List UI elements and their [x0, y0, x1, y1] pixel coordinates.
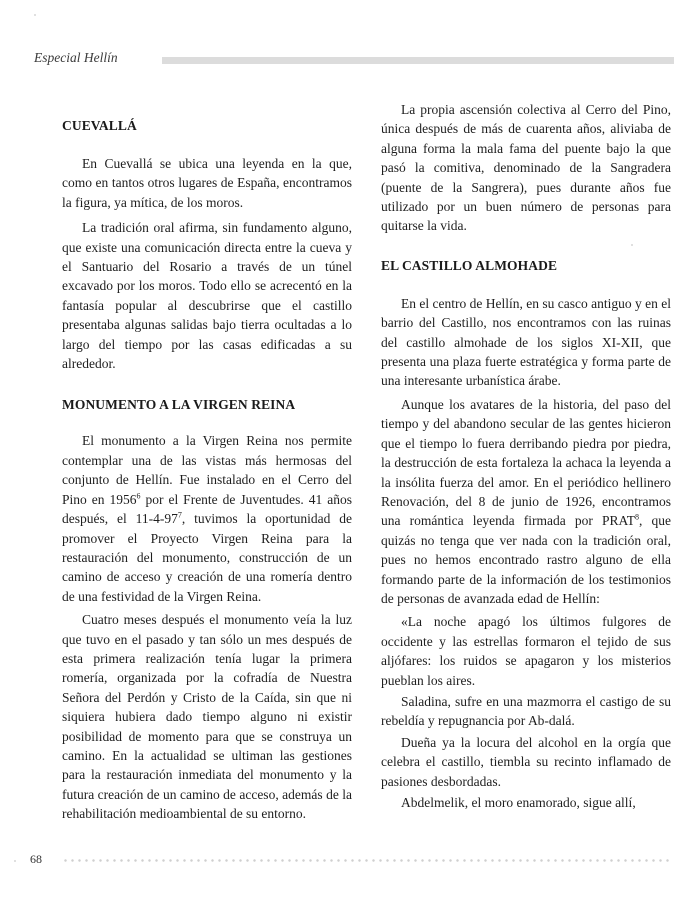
- paragraph: La tradición oral afirma, sin fundamento alguno, que existe una comunicación directa entre la cueva y el Santuario del Rosario a través de un túnel excavado por los moros. Todo ello se acrecentó en la fantasía popular al descubrirse que el castillo presentaba algunas salidas bajo tierra ocultadas a lo largo del tiempo por las casas edificadas a su alrededor.: [62, 220, 352, 372]
- paragraph: El monumento a la Virgen Reina nos permite contemplar una de las vistas más hermosas del conjunto de Hellín. Fue instalado en el Cerro del Pino en 1956$^6$ por el Frente de Juventudes. 41 años después, el $11-4-97^7$, tuvimos la oportunidad de promover el Proyecto Virgen Reina para la restauración del monumento, construcción de un camino de acceso y creación de una romería dentro de una festividad de la Virgen Reina.: [62, 433, 353, 604]
- section-heading-castillo: EL CASTILLO ALMOHADE: [381, 257, 558, 273]
- footer-dotted-rule: [62, 859, 670, 862]
- footnote-marker: 7: [177, 510, 182, 520]
- paragraph: Dueña ya la locura del alcohol en la orgía que celebra el castillo, tiembla su recinto inflamado de pasiones desbordadas.: [381, 734, 671, 789]
- scan-speck: [34, 14, 36, 16]
- page-footer: [30, 852, 670, 868]
- paragraph: La propia ascensión colectiva al Cerro del Pino, única después de más de cuarenta años, aliviaba de alguna forma la mala fama del puente bajo la que pasó la comitiva, denominado de la Sangradera (puente de la Sangrera), pues durante años fue utilizado por un buen número de personas para quitarse la vida.: [381, 102, 671, 234]
- paragraph: Saladina, sufre en una mazmorra el castigo de su rebeldía y repugnancia por Ab-dalá.: [381, 693, 671, 729]
- paragraph: Abdelmelik, el moro enamorado, sigue allí,: [401, 795, 636, 810]
- left-column: [62, 100, 352, 824]
- footnote-marker: 8: [635, 512, 639, 522]
- scan-speck: [14, 860, 16, 862]
- paragraph: En el centro de Hellín, en su casco antiguo y en el barrio del Castillo, nos encontramos con las ruinas del castillo almohade de los siglos XI-XII, que presenta una plaza fuerte estratégica y forma parte de una interesante urbanística árabe.: [381, 295, 671, 389]
- paragraph: «La noche apagó los últimos fulgores de occidente y las estrellas formaron el tejido de sus aljófares: los ruidos se apagaron y los misterios pueblan los aires.: [381, 614, 671, 688]
- footnote-marker: 6: [136, 491, 141, 501]
- scan-speck: [631, 244, 633, 246]
- running-header: [34, 44, 674, 74]
- paragraph: Cuatro meses después el monumento veía la luz que tuvo en el pasado y tan sólo un mes después de esta primera realización tenía lugar la primera romería, organizada por la cofradía de Nuestra Señora del Perdón y Cristo de la Caída, sin que ni siquiera hubiera dado tiempo alguno ni existir posibilidad de momento para que se construya un camino. En la actualidad se ultiman las gestiones para la restauración inmediata del monumento y la futura creación de un camino de acceso, además de la rehabilitación medioambiental de su entorno.: [62, 612, 352, 822]
- paragraph: En Cuevallá se ubica una leyenda en la que, como en tantos otros lugares de España, encontramos la figura, ya mítica, de los moros.: [62, 156, 352, 210]
- paragraph: Aunque los avatares de la historia, del paso del tiempo y del abandono secular de las gentes hicieron que el tiempo lo fuera derribando piedra por piedra, la destrucción de esta fortaleza la achaca la leyenda a la insólita fuerza del amor. En el periódico hellinero Renovación, del 8 de junio de 1926, encontramos una romántica leyenda firmada por PRAT$^8$, que quizás no tenga que ver nada con la tradición oral, pues no hemos encontrado rastro alguno de ella formando parte de la información de los testimonios de personas de avanzada edad de Hellín:: [381, 396, 671, 606]
- right-column: [381, 100, 671, 812]
- page-number: 68: [30, 852, 42, 866]
- header-title: Especial Hellín: [34, 50, 118, 65]
- section-heading-monumento: MONUMENTO A LA VIRGEN REINA: [62, 397, 296, 413]
- section-heading-cuevalla: CUEVALLÁ: [62, 118, 137, 133]
- header-rule: [162, 57, 674, 64]
